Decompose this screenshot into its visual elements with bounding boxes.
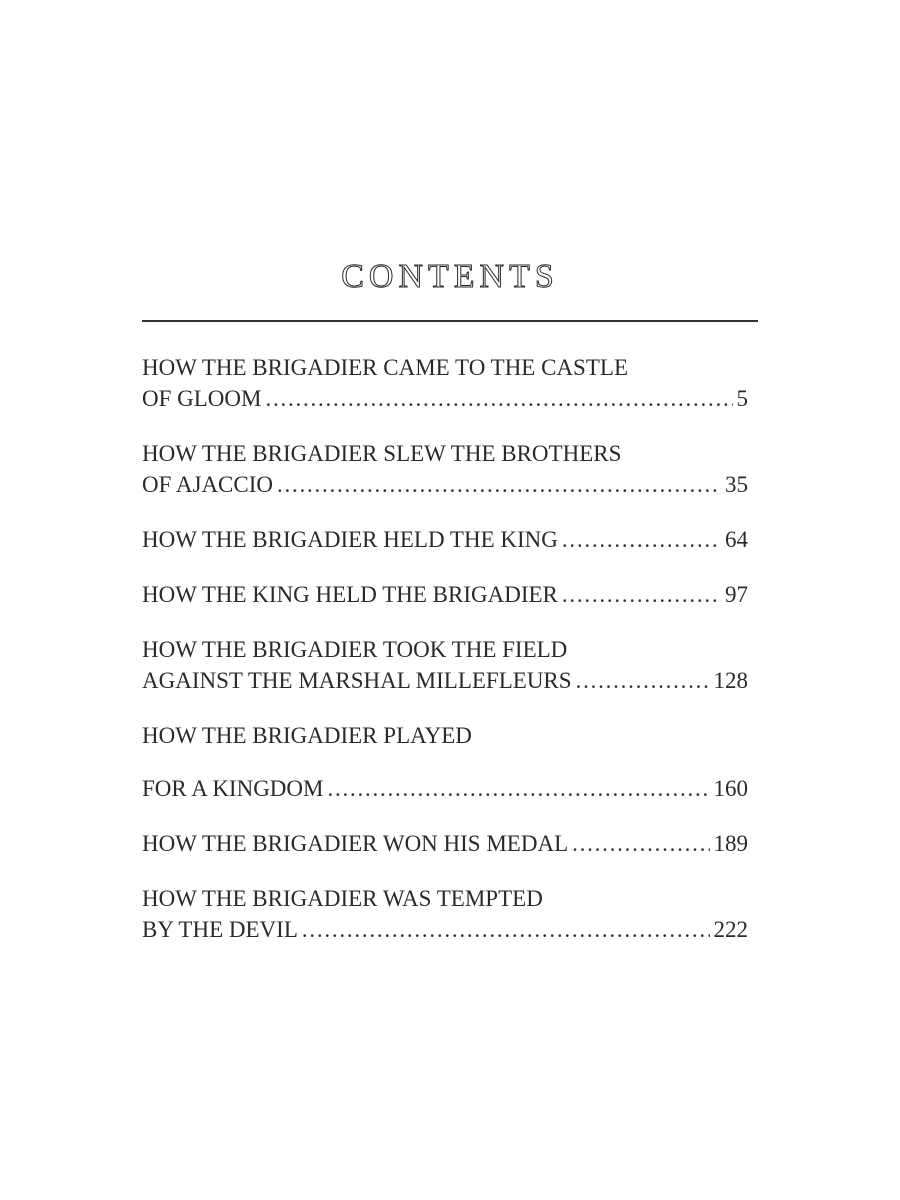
toc-entry (142, 634, 748, 696)
toc-entry (142, 352, 748, 414)
dot-leader (562, 524, 721, 555)
entry-title-line: OF GLOOM (142, 386, 262, 411)
toc-entry (142, 720, 748, 751)
dot-leader (562, 579, 721, 610)
dot-leader (572, 828, 709, 859)
entry-title-line: HOW THE KING HELD THE BRIGADIER (142, 582, 558, 607)
page-number: 5 (736, 386, 748, 411)
entry-title-line: HOW THE BRIGADIER PLAYED (142, 723, 472, 748)
entry-title-line: HOW THE BRIGADIER SLEW THE BROTHERS (142, 441, 622, 466)
page-number: 189 (713, 831, 748, 856)
dot-leader (265, 383, 732, 414)
toc-entry (142, 438, 748, 500)
entry-title-line: HOW THE BRIGADIER TOOK THE FIELD (142, 637, 568, 662)
toc-entry (142, 579, 748, 610)
heading-rule (142, 320, 758, 322)
entry-title-line: OF AJACCIO (142, 472, 274, 497)
page-number: 97 (725, 582, 748, 607)
entry-title-line: AGAINST THE MARSHAL MILLEFLEURS (142, 668, 572, 693)
entry-title-line: HOW THE BRIGADIER WAS TEMPTED (142, 886, 543, 911)
page-number: 64 (725, 527, 748, 552)
toc-entry (142, 883, 748, 945)
entry-leader-line (142, 524, 748, 555)
page-number: 35 (725, 472, 748, 497)
entry-leader-line (142, 383, 748, 414)
toc-entry (142, 524, 748, 555)
toc-entry (142, 828, 748, 859)
entry-leader-line (142, 469, 748, 500)
dot-leader (327, 773, 709, 804)
dot-leader (277, 469, 721, 500)
entry-leader-line (142, 579, 748, 610)
entry-title-line: BY THE DEVIL (142, 917, 298, 942)
entry-title-line: HOW THE BRIGADIER CAME TO THE CASTLE (142, 355, 628, 380)
entry-leader-line (142, 914, 748, 945)
entry-title-line: FOR A KINGDOM (142, 776, 324, 801)
entry-title-line: HOW THE BRIGADIER WON HIS MEDAL (142, 831, 569, 856)
page-number: 222 (713, 917, 748, 942)
page-number: 160 (713, 776, 748, 801)
entry-leader-line (142, 665, 748, 696)
entry-leader-line (142, 773, 748, 804)
table-of-contents (142, 352, 748, 969)
dot-leader (302, 914, 710, 945)
dot-leader (576, 665, 710, 696)
entry-leader-line (142, 828, 748, 859)
page-number: 128 (713, 668, 748, 693)
entry-title-line: HOW THE BRIGADIER HELD THE KING (142, 527, 558, 552)
contents-heading: CONTENTS (341, 258, 559, 295)
toc-entry (142, 773, 748, 804)
